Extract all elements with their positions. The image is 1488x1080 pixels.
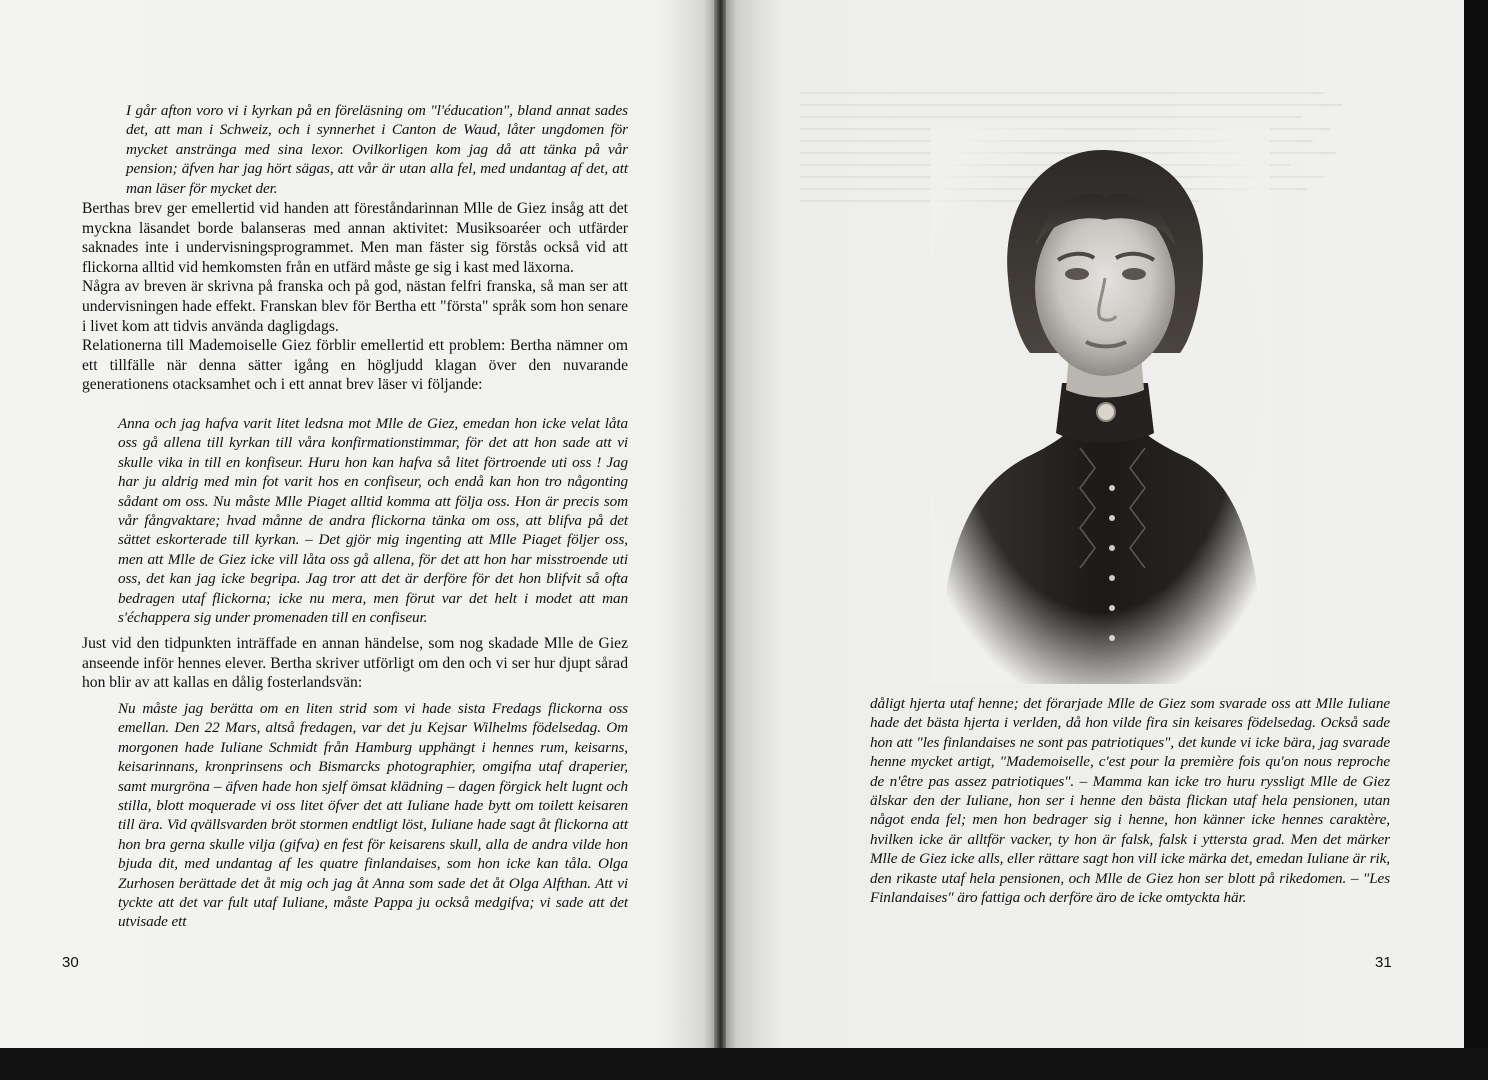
left-page: [0, 0, 718, 1048]
quote-paragraph: [118, 699, 628, 932]
body-text: Relationerna till Mademoiselle Giez förblir emellertid ett problem: Bertha nämner om ett tillfälle när denna sätter igång en högljudd klagan över den nuvarande generationens otacksamhet och i ett annat brev läser vi följande:: [82, 337, 628, 394]
body-paragraphs: [82, 199, 628, 395]
bottom-edge-shadow: [0, 1048, 1488, 1080]
portrait-photograph: [930, 128, 1270, 684]
body-text: Just vid den tidpunkten inträffade en annan händelse, som nog skadade Mlle de Giez anseende inför hennes elever. Bertha skriver utförligt om den och vi ser hur djupt sårad hon blir av att kallas en dålig fosterlandsvän:: [82, 635, 628, 692]
body-text: Några av breven är skrivna på franska och på god, nästan felfri franska, så man ser att undervisningen hade effekt. Franskan blev för Bertha ett "första" språk som hon senare i livet kom att tidvis använda dagligdags.: [82, 278, 628, 335]
page-number: 30: [62, 954, 79, 971]
quote-text: Anna och jag hafva varit litet ledsna mot Mlle de Giez, emedan hon icke velat låta oss gå allena till kyrkan till våra konfirmationstimmar, för det att hon sade att vi skulle vika in till en konfiseur. Huru hon kan hafva så litet förtroende uti oss ! Jag har ju aldrig med min fot varit hos en confiseur, och endå kan hon tro någonting sådant om oss. Nu måste Mlle Piaget alltid komma att följa oss. Hon är precis som vår fångvaktare; hvad månne de andra flickorna tänka om oss, att blifva på det sättet eskorterade till kyrkan. – Det gjör mig ingenting att Mlle Piaget följer oss, men att Mlle de Giez icke vill låta oss gå allena, för det att hon har misstroende uti oss, det kan jag icke begripa. Jag tror att det är derföre för det hon blifvit så ofta bedragen utaf flickorna; icke nu mera, men förut var det helt i modet att man s'échappera sig under promenaden till en confiseur.: [118, 415, 628, 627]
body-paragraph: [82, 634, 628, 693]
body-text: Berthas brev ger emellertid vid handen att föreståndarinnan Mlle de Giez insåg att det myckna läsandet borde balanseras med annan aktivitet: Musiksoaréer och utfärder saknades inte i undervisningsprogrammet. Men man fäster sig förstås också vid att flickorna alltid vid hemkomsten från en utfärd måste ge sig i kast med läxorna.: [82, 200, 628, 276]
quote-text: I går afton voro vi i kyrkan på en föreläsning om "l'éducation", bland annat sades det, att man i Schweiz, och i synnerhet i Canton de Waud, låter ungdomen för mycket anstränga med sina lexor. Ovilkorligen kom jag då att tänka på vår pension; äfven har jag hört sägas, att vår är utan alla fel, med undantag af det, att man läser för mycket der.: [126, 102, 628, 197]
quote-text: dåligt hjerta utaf henne; det förarjade Mlle de Giez som svarade oss att Mlle Iuliane hade det bästa hjerta i verlden, då hon vilde fira sin keisares födelsedag. Också sade hon att "les finlandaises ne sont pas patriotiques", det kunde vi icke bära, jag svarade henne mycket artigt, "Mademoiselle, c'est pour la première fois qu'on nous reproche de n'être pas assez patriotiques". – Mamma kan icke tro huru ryssligt Mlle de Giez älskar den der Iuliane, hon ser i henne den bästa flickan utaf hela pensionen, utan något enda fel; men hon bedrager sig i henne, hon känner icke hennes caraktère, hvilken icke är alltför vacker, ty hon är falsk, falsk i yttersta grad. Men det märker Mlle de Giez icke alls, eller rättare sagt hon vill icke märka det, emedan Iuliane är rik, den rikaste utaf hela pensionen, och Mlle de Giez hon ser blott på rikedomen. – "Les Finlandaises" äro fattiga och derföre äro de icke omtyckta här.: [870, 695, 1390, 907]
quote-text: Nu måste jag berätta om en liten strid som vi hade sista Fredags flickorna oss emellan. Den 22 Mars, altså fredagen, var det ju Kejsar Wilhelms födelsedag. Om morgonen hade Iuliane Schmidt från Hamburg upphängt i hennes rum, keisarns, keisarinnans, kronprinsens och Bismarcks photographier, omgifna utaf draperier, samt murgröna – äfven hade hon sjelf ömsat klädning – dagen förgick helt lugnt och stilla, blott moquerade vi oss litet öfver det att Iuliane hade bytt om toilett keisaren till ära. Vid qvällsvarden bröt stormen endtligt löst, Iuliane hade sagt åt flickorna att hon bra gerna skulle vilja (gifva) en fest för keisarens skull, alla de andra vilde hon bjuda dit, med undantag af les quatre finlandaises, som hon icke kan tåla. Olga Zurhosen berättade det åt mig och jag åt Anna som sade det åt Olga Alfthan. Att vi tyckte att det var fult utaf Iuliane, måste Pappa ju också medgifva; vi sade att det utvisade ett: [118, 700, 628, 931]
page-number: 31: [1375, 954, 1392, 971]
page-edge-shadow: [1464, 0, 1488, 1080]
quote-paragraph: [126, 101, 628, 198]
quote-paragraph: [870, 694, 1390, 907]
quote-paragraph: [118, 414, 628, 627]
book-spine: [714, 0, 726, 1048]
